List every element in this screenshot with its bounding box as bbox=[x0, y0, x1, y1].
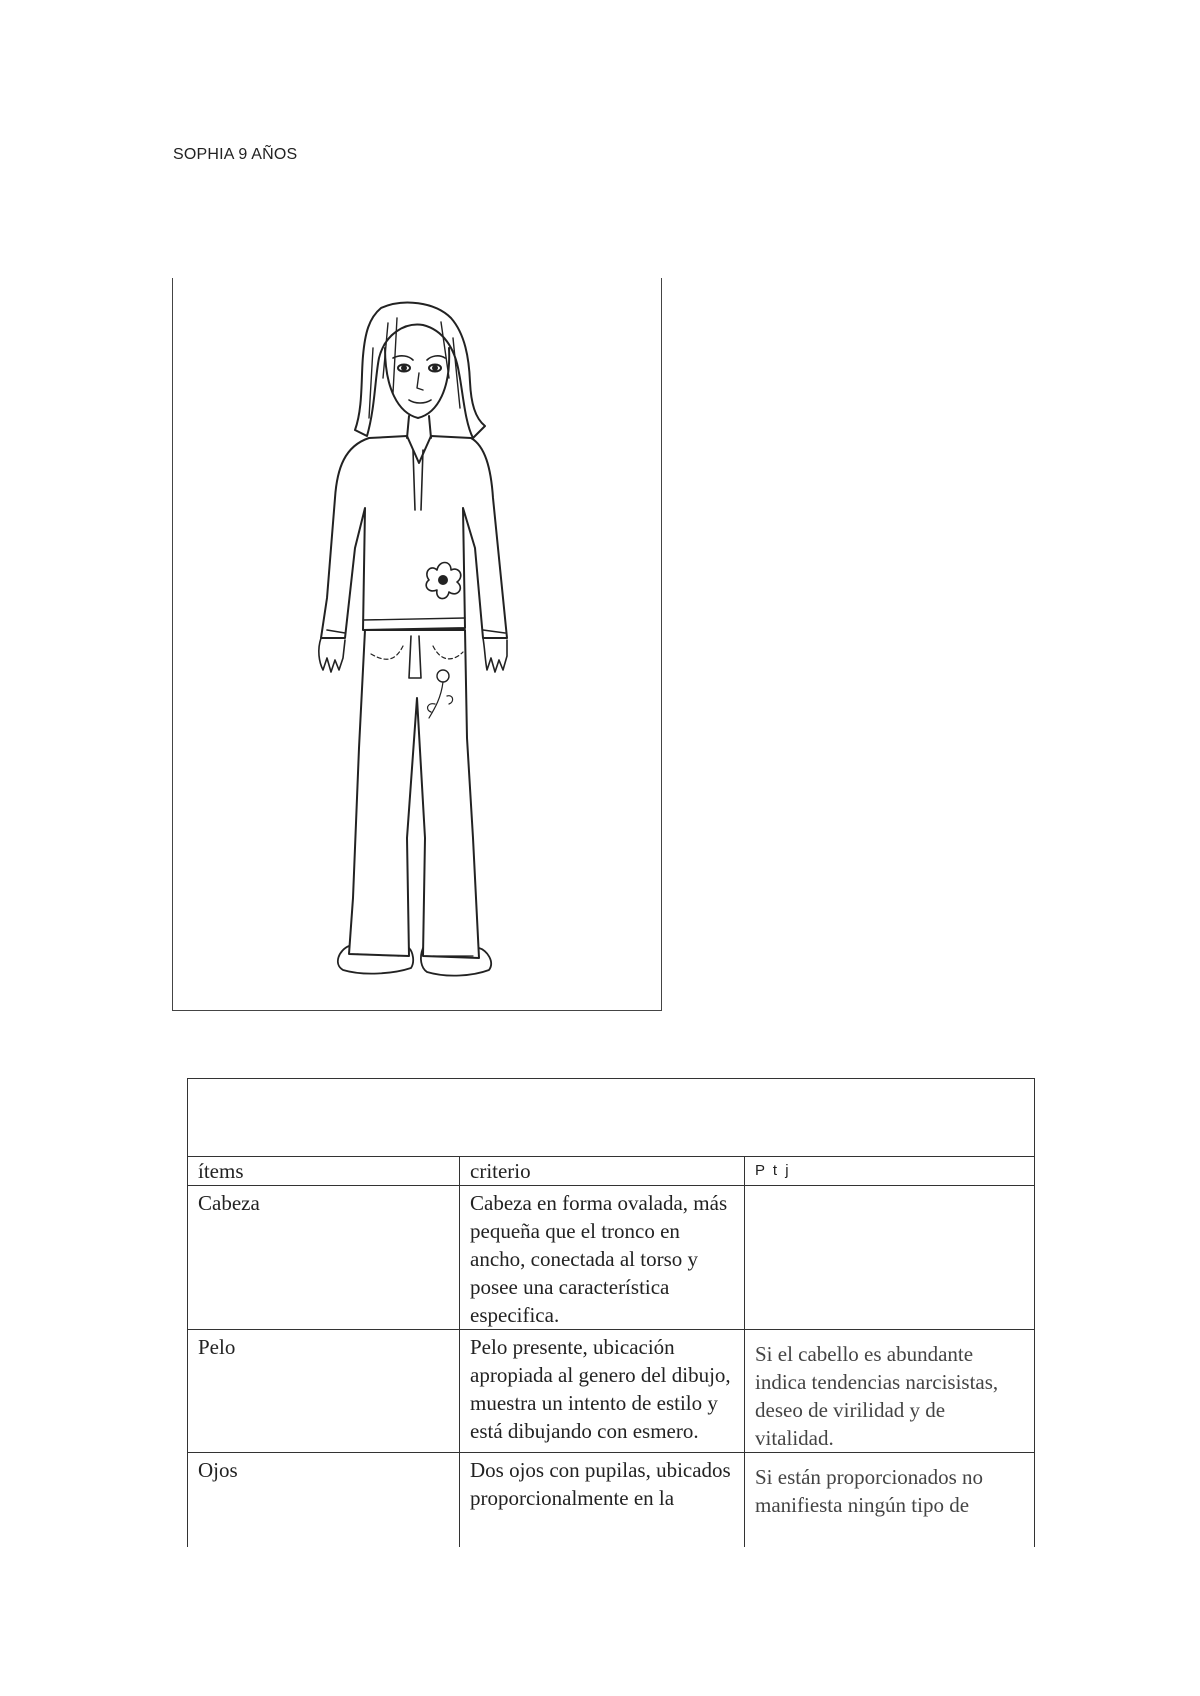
row-item: Cabeza bbox=[188, 1186, 460, 1330]
row-interpretacion: Si el cabello es abundante indica tendencias narcisistas, deseo de virilidad y de vitalidad. bbox=[745, 1330, 1035, 1453]
row-interpretacion bbox=[745, 1453, 1035, 1548]
page-heading: SOPHIA 9 AÑOS bbox=[173, 146, 298, 163]
table-row bbox=[188, 1330, 1035, 1453]
row-item bbox=[188, 1453, 460, 1548]
header-criterio: criterio bbox=[460, 1157, 745, 1186]
row-criterio bbox=[460, 1453, 745, 1548]
row-item: Pelo bbox=[188, 1330, 460, 1453]
right-shoe bbox=[421, 948, 491, 976]
pants bbox=[349, 630, 479, 958]
header-puntaje: P t j bbox=[745, 1157, 1035, 1186]
row-criterio-text: Dos ojos con pupilas, ubicados proporcionalmente en la bbox=[470, 1458, 731, 1510]
row-interpretacion bbox=[745, 1186, 1035, 1330]
header-items: ítems bbox=[188, 1157, 460, 1186]
table-row bbox=[188, 1186, 1035, 1330]
row-item-text: Ojos bbox=[198, 1458, 238, 1482]
evaluation-table bbox=[187, 1078, 1035, 1547]
child-drawing-frame bbox=[172, 278, 662, 1011]
girl-figure-drawing bbox=[173, 278, 663, 1011]
table-blank-cell bbox=[188, 1079, 1035, 1157]
table-row bbox=[188, 1453, 1035, 1548]
row-interpretacion-text: Si están proporcionados no manifiesta ningún tipo de bbox=[755, 1465, 984, 1517]
row-criterio: Cabeza en forma ovalada, más pequeña que el tronco en ancho, conectada al torso y posee una característica especifica. bbox=[460, 1186, 745, 1330]
table-header-row bbox=[188, 1157, 1035, 1186]
row-criterio: Pelo presente, ubicación apropiada al genero del dibujo, muestra un intento de estilo y está dibujando con esmero. bbox=[460, 1330, 745, 1453]
table-blank-row bbox=[188, 1079, 1035, 1157]
